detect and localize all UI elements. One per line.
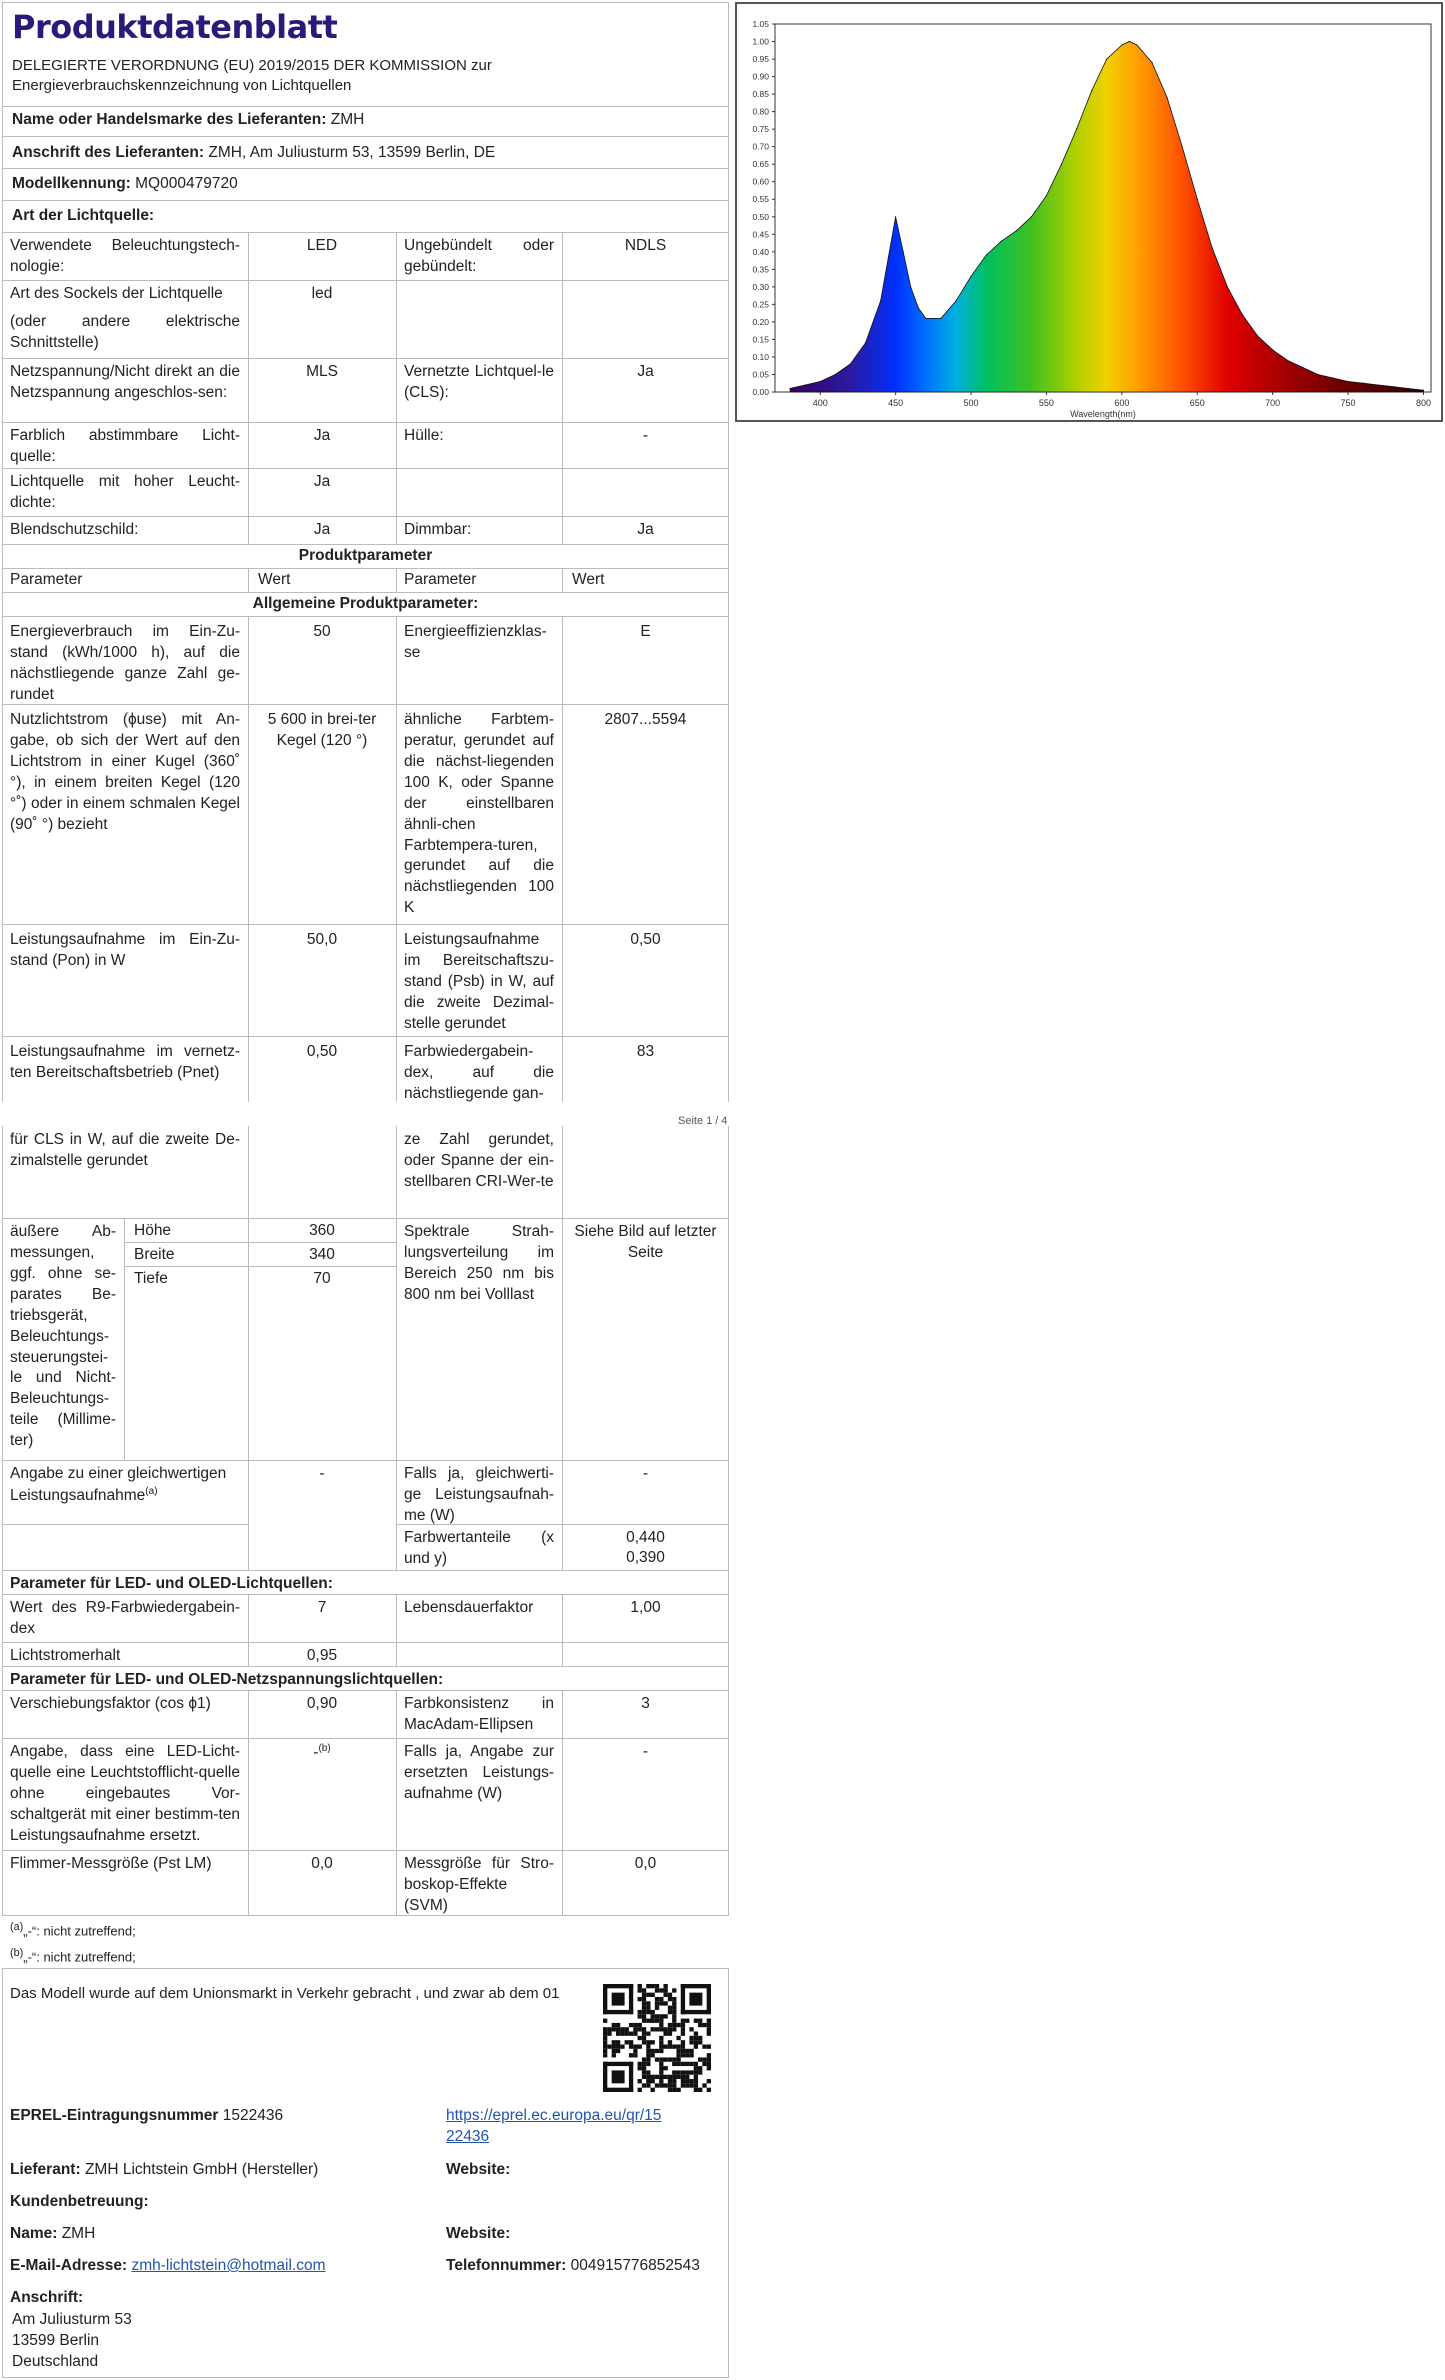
param-label: Leistungsaufnahme im Bereitschaftszu-stand (Psb) in W, auf die zweite Dezimal-stelle gerundet	[404, 931, 554, 1032]
qr-code	[603, 1984, 711, 2092]
param-value: led	[311, 285, 333, 302]
email-row	[10, 2256, 326, 2277]
spectrum-point	[895, 216, 896, 217]
param-label: für CLS in W, auf die zweite De-zimalstelle gerundet	[10, 1131, 240, 1169]
param-value: Ja	[313, 427, 331, 444]
dimension-name: Höhe	[134, 1222, 172, 1239]
param-value: -	[642, 1743, 649, 1760]
address-line: Am Juliusturm 53	[12, 2311, 132, 2328]
param-value: MLS	[306, 363, 338, 380]
param-value: 1,00	[630, 1599, 661, 1616]
y-tick-label: 0.25	[752, 299, 769, 310]
param-value	[562, 282, 729, 286]
spectrum-point	[940, 318, 941, 319]
eprel-number: 1522436	[222, 2107, 284, 2124]
param-label: Angabe, dass eine LED-Licht-quelle eine Leuchtstofflicht-quelle ohne eingebautes Vor-schaltgerät mit einer bestimm-ten Leistungsaufnahme ersetzt.	[10, 1743, 240, 1844]
spectrum-point	[1031, 216, 1032, 217]
y-tick-label: 0.65	[752, 159, 769, 170]
spectrum-point	[1129, 41, 1130, 42]
param-value	[562, 1644, 729, 1648]
spectrum-point	[1408, 388, 1409, 389]
param-label: Farbwiedergabein-dex, auf die nächstliegende gan-	[404, 1043, 554, 1102]
param-value: LED	[306, 237, 338, 254]
param-label	[396, 470, 562, 474]
spectrum-point	[1091, 90, 1092, 91]
param-value: 50	[313, 623, 331, 640]
param-label: Farbwertanteile (x und y)	[404, 1529, 554, 1567]
x-tick-label: 600	[1114, 398, 1130, 408]
x-tick-label: 400	[812, 398, 828, 408]
dimension-name: Breite	[134, 1246, 175, 1263]
col-header: Wert	[572, 571, 605, 588]
param-label: Nutzlichtstrom (ϕuse) mit An-gabe, ob sich der Wert auf den Lichtstrom in einer Kugel (360˚ °), in einem breiten Kegel (120 °˚) oder in einem schmalen Kegel (90˚ °) bezieht	[10, 711, 240, 833]
address-label: Anschrift:	[10, 2289, 84, 2306]
y-tick-label: 0.35	[752, 264, 769, 275]
param-value: Ja	[637, 363, 654, 380]
footnote-ref: (b)	[318, 1743, 331, 1754]
param-value: -	[642, 427, 649, 444]
param-value	[248, 1740, 396, 1766]
spectrum-point	[1348, 381, 1349, 382]
spectrum-point	[790, 388, 791, 389]
address-line: Deutschland	[12, 2352, 99, 2370]
field-label: EPREL-Eintragungsnummer	[10, 2107, 219, 2124]
spectrum-point	[1076, 129, 1077, 130]
market-text: Das Modell wurde auf dem Unionsmarkt in Verkehr gebracht , und zwar ab dem 01	[10, 1985, 560, 2002]
param-label: Lichtquelle mit hoher Leucht-dichte:	[10, 473, 240, 511]
x-axis-label: Wavelength(nm)	[1070, 409, 1136, 419]
spectrum-point	[1287, 360, 1288, 361]
spectrum-area	[790, 42, 1423, 393]
col-header: Wert	[258, 571, 291, 588]
param-label: Wert des R9-Farbwiedergabein-dex	[10, 1599, 240, 1637]
y-tick-label: 1.00	[752, 36, 769, 47]
spectrum-point	[1423, 390, 1424, 391]
param-value: 0,0	[311, 1855, 333, 1872]
param-value: 50,0	[306, 931, 338, 948]
param-value: 7	[317, 1599, 327, 1616]
param-value: 2807...5594	[604, 711, 687, 728]
spectrum-point	[955, 300, 956, 301]
spectrum-point	[903, 251, 904, 252]
supplier-name-row	[12, 110, 364, 131]
field-value: MQ000479720	[135, 175, 238, 192]
field-label: Lieferant:	[10, 2161, 81, 2178]
y-tick-label: 0.05	[752, 369, 769, 380]
y-tick-label: 0.80	[752, 106, 769, 117]
param-value: 0,90	[306, 1695, 338, 1712]
address-block	[12, 2310, 132, 2373]
param-label: Energieeffizienzklas-se	[404, 623, 547, 661]
y-tick-label: 0.00	[752, 387, 769, 397]
spectrum-point	[888, 258, 889, 259]
y-tick-label: 0.60	[752, 176, 769, 187]
phone-row	[446, 2256, 700, 2277]
spectrum-point	[925, 318, 926, 319]
spectrum-point	[1106, 58, 1107, 59]
spectrum-point	[1167, 97, 1168, 98]
spectrum-point	[986, 255, 987, 256]
eprel-link-line[interactable]: 22436	[446, 2127, 490, 2145]
spectrum-point	[850, 363, 851, 364]
param-label	[396, 282, 562, 286]
spectrum-point	[1317, 374, 1318, 375]
y-tick-label: 0.85	[752, 89, 769, 100]
spectrum-point	[1212, 248, 1213, 249]
param-label: Farbkonsistenz in MacAdam-Ellipsen	[404, 1695, 554, 1733]
param-label: Spektrale Strah-lungsverteilung im Bereich 250 nm bis 800 nm bei Volllast	[404, 1223, 554, 1303]
spectrum-point	[1393, 386, 1394, 387]
param-label: Blendschutzschild:	[10, 521, 139, 538]
spectrum-point	[918, 307, 919, 308]
param-value: NDLS	[624, 237, 667, 254]
name-row	[10, 2224, 95, 2245]
y-tick-label: 0.70	[752, 141, 769, 152]
param-value: Ja	[313, 473, 331, 490]
param-label: Leistungsaufnahme im Ein-Zu-stand (Pon) in W	[10, 931, 240, 969]
regulation-line: Energieverbrauchskennzeichnung von Lichtquellen	[12, 77, 352, 95]
y-tick-label: 0.50	[752, 211, 769, 222]
footnote-mark: (a)	[10, 1921, 24, 1933]
spectrum-chart-svg	[737, 4, 1441, 420]
footnote-ref: (a)	[145, 1485, 158, 1497]
y-tick-label: 1.05	[752, 19, 769, 29]
spectrum-point	[1302, 367, 1303, 368]
spectrum-point	[1016, 230, 1017, 231]
led-params-heading: Parameter für LED- und OLED-Lichtquellen:	[10, 1575, 333, 1592]
param-label: Art des Sockels der Lichtquelle	[10, 285, 223, 302]
supplier-row	[10, 2160, 318, 2181]
param-value	[562, 470, 729, 474]
param-value: Ja	[313, 521, 331, 538]
light-type-heading: Art der Lichtquelle:	[12, 207, 155, 224]
param-value: 3	[641, 1695, 650, 1712]
param-label-text: Angabe zu einer gleichwertigen Leistungsaufnahme	[10, 1465, 227, 1505]
y-tick-label: 0.45	[752, 229, 769, 240]
param-label: (oder andere elektrische Schnittstelle)	[10, 313, 240, 351]
dimension-name: Tiefe	[134, 1270, 168, 1287]
spectrum-point	[1121, 44, 1122, 45]
field-label: Anschrift des Lieferanten:	[12, 144, 205, 161]
spectrum-point	[910, 286, 911, 287]
general-params-heading: Allgemeine Produktparameter:	[252, 595, 479, 612]
y-tick-label: 0.90	[752, 71, 769, 82]
param-value: Siehe Bild auf letzter Seite	[574, 1223, 717, 1261]
value-text: -	[313, 1744, 319, 1762]
param-label: Farblich abstimmbare Licht-quelle:	[10, 427, 240, 465]
field-value: ZMH Lichtstein GmbH (Hersteller)	[84, 2161, 319, 2178]
param-value: 5 600 in brei-ter Kegel (120 °)	[267, 711, 377, 749]
param-label: Leistungsaufnahme im vernetz-ten Bereitschaftsbetrieb (Pnet)	[10, 1043, 240, 1081]
param-value: 0,95	[306, 1647, 338, 1664]
footnote	[10, 1920, 136, 1940]
param-value: 0,0	[634, 1855, 657, 1872]
spectrum-point	[1378, 384, 1379, 385]
y-tick-label: 0.30	[752, 281, 769, 292]
param-label: ze Zahl gerundet, oder Spanne der ein-stellbaren CRI-Wer-te	[404, 1131, 554, 1190]
customer-service-label: Kundenbetreuung:	[10, 2193, 149, 2210]
spectrum-point	[820, 381, 821, 382]
x-tick-label: 700	[1265, 398, 1281, 408]
param-label: Vernetzte Lichtquel-le (CLS):	[404, 363, 554, 401]
param-label: Verschiebungsfaktor (cos ϕ1)	[10, 1695, 211, 1712]
page-number: Seite 1 / 4	[678, 1115, 728, 1127]
eprel-link[interactable]	[446, 2106, 661, 2148]
field-value: ZMH	[61, 2225, 96, 2242]
param-label: Messgröße für Stro-boskop-Effekte (SVM)	[404, 1855, 554, 1914]
regulation-line: DELEGIERTE VERORDNUNG (EU) 2019/2015 DER KOMMISSION zur	[12, 57, 492, 74]
field-label: Name oder Handelsmarke des Lieferanten:	[12, 111, 327, 128]
spectrum-point	[1046, 195, 1047, 196]
regulation-text	[12, 56, 712, 97]
param-value: 0,50	[306, 1043, 338, 1060]
eprel-link-line[interactable]: https://eprel.ec.europa.eu/qr/15	[446, 2107, 662, 2124]
y-tick-label: 0.20	[752, 316, 769, 327]
page-title: Produktdatenblatt	[12, 8, 338, 46]
spectrum-point	[1182, 146, 1183, 147]
spectrum-point	[1363, 383, 1364, 384]
spectrum-point	[805, 384, 806, 385]
dimension-value: 360	[309, 1222, 335, 1239]
dimension-value: 340	[309, 1246, 335, 1263]
spectrum-point	[835, 374, 836, 375]
param-label: Falls ja, gleichwerti-ge Leistungsaufnah-me (W)	[404, 1465, 554, 1524]
param-value: 0,50	[630, 931, 661, 948]
x-tick-label: 750	[1340, 398, 1356, 408]
field-label: Name:	[10, 2225, 58, 2242]
col-header: Parameter	[404, 571, 477, 588]
param-label: ähnliche Farbtem-peratur, gerundet auf die nächst-liegenden 100 K, oder Spanne der einstellbaren ähnli-chen Farbtempera-turen, gerundet auf die nächstliegenden 100 K	[404, 711, 554, 917]
param-label	[2, 1462, 248, 1509]
param-value: E	[640, 623, 651, 640]
dimension-value: 70	[313, 1270, 331, 1287]
param-label: Energieverbrauch im Ein-Zu-stand (kWh/1000 h), auf die nächstliegende ganze Zahl ge-rundet	[10, 623, 240, 703]
spectrum-point	[1197, 199, 1198, 200]
field-label: Modellkennung:	[12, 175, 131, 192]
y-tick-label: 0.15	[752, 334, 769, 345]
spectrum-point	[1242, 314, 1243, 315]
product-params-heading: Produktparameter	[298, 547, 433, 564]
dimensions-label: äußere Ab-messungen, ggf. ohne se-parates Be-triebsgerät, Beleuchtungs-steuerungstei-le und Nicht-Beleuchtungs-teile (Millime-ter)	[10, 1223, 116, 1450]
param-label	[396, 1644, 562, 1648]
spectrum-chart	[735, 2, 1443, 422]
x-tick-label: 550	[1038, 398, 1054, 408]
param-value: -	[642, 1465, 649, 1482]
spectrum-point	[1227, 286, 1228, 287]
field-label: E-Mail-Adresse:	[10, 2257, 128, 2274]
y-tick-label: 0.75	[752, 124, 769, 135]
spectrum-point	[1001, 241, 1002, 242]
x-tick-label: 800	[1415, 398, 1431, 408]
website-label: Website:	[446, 2161, 511, 2178]
param-value: 0,390	[626, 1549, 665, 1566]
x-tick-label: 650	[1189, 398, 1205, 408]
col-header: Parameter	[10, 571, 83, 588]
model-row	[12, 174, 238, 195]
y-tick-label: 0.95	[752, 54, 769, 65]
footnote-mark: (b)	[10, 1947, 24, 1959]
spectrum-point	[1272, 349, 1273, 350]
param-label: Dimmbar:	[404, 521, 472, 538]
footnote-text: „-“: nicht zutreffend;	[23, 1949, 136, 1965]
eprel-row	[10, 2106, 283, 2127]
x-tick-label: 450	[888, 398, 904, 408]
param-label: Lebensdauerfaktor	[404, 1599, 534, 1616]
address-line: 13599 Berlin	[12, 2331, 100, 2349]
y-tick-label: 0.55	[752, 194, 769, 205]
website-label-2: Website:	[446, 2225, 511, 2242]
field-value: 004915776852543	[570, 2257, 700, 2274]
spectrum-point	[1257, 335, 1258, 336]
mains-params-heading: Parameter für LED- und OLED-Netzspannungslichtquellen:	[10, 1671, 444, 1688]
param-label: Hülle:	[404, 427, 444, 444]
field-value: ZMH, Am Juliusturm 53, 13599 Berlin, DE	[208, 144, 496, 161]
field-value: ZMH	[330, 111, 365, 128]
param-value: Ja	[637, 521, 654, 538]
spectrum-point	[970, 276, 971, 277]
param-value: 83	[636, 1043, 655, 1060]
supplier-address-row	[12, 143, 495, 164]
param-label: Lichtstromerhalt	[10, 1647, 121, 1664]
param-label: Netzspannung/Nicht direkt an die Netzspannung angeschlos-sen:	[10, 363, 240, 401]
param-label: Flimmer-Messgröße (Pst LM)	[10, 1855, 212, 1872]
spectrum-point	[1151, 62, 1152, 63]
x-tick-label: 500	[963, 398, 979, 408]
field-label: Telefonnummer:	[446, 2257, 567, 2274]
y-tick-label: 0.40	[752, 246, 769, 257]
spectrum-point	[865, 342, 866, 343]
param-label: Ungebündelt oder gebündelt:	[404, 237, 554, 275]
footnote-text: „-“: nicht zutreffend;	[23, 1923, 136, 1939]
email-link[interactable]: zmh-lichtstein@hotmail.com	[131, 2257, 326, 2274]
param-value: -	[319, 1465, 325, 1482]
spectrum-point	[1136, 44, 1137, 45]
spectrum-point	[1061, 164, 1062, 165]
footnote	[10, 1946, 136, 1966]
spectrum-point	[880, 300, 881, 301]
param-label: Falls ja, Angabe zur ersetzten Leistungs-aufnahme (W)	[404, 1743, 554, 1802]
param-value: 0,440	[626, 1529, 665, 1546]
spectrum-point	[1332, 377, 1333, 378]
param-label: Verwendete Beleuchtungstech-nologie:	[10, 237, 240, 275]
y-tick-label: 0.10	[752, 351, 769, 362]
